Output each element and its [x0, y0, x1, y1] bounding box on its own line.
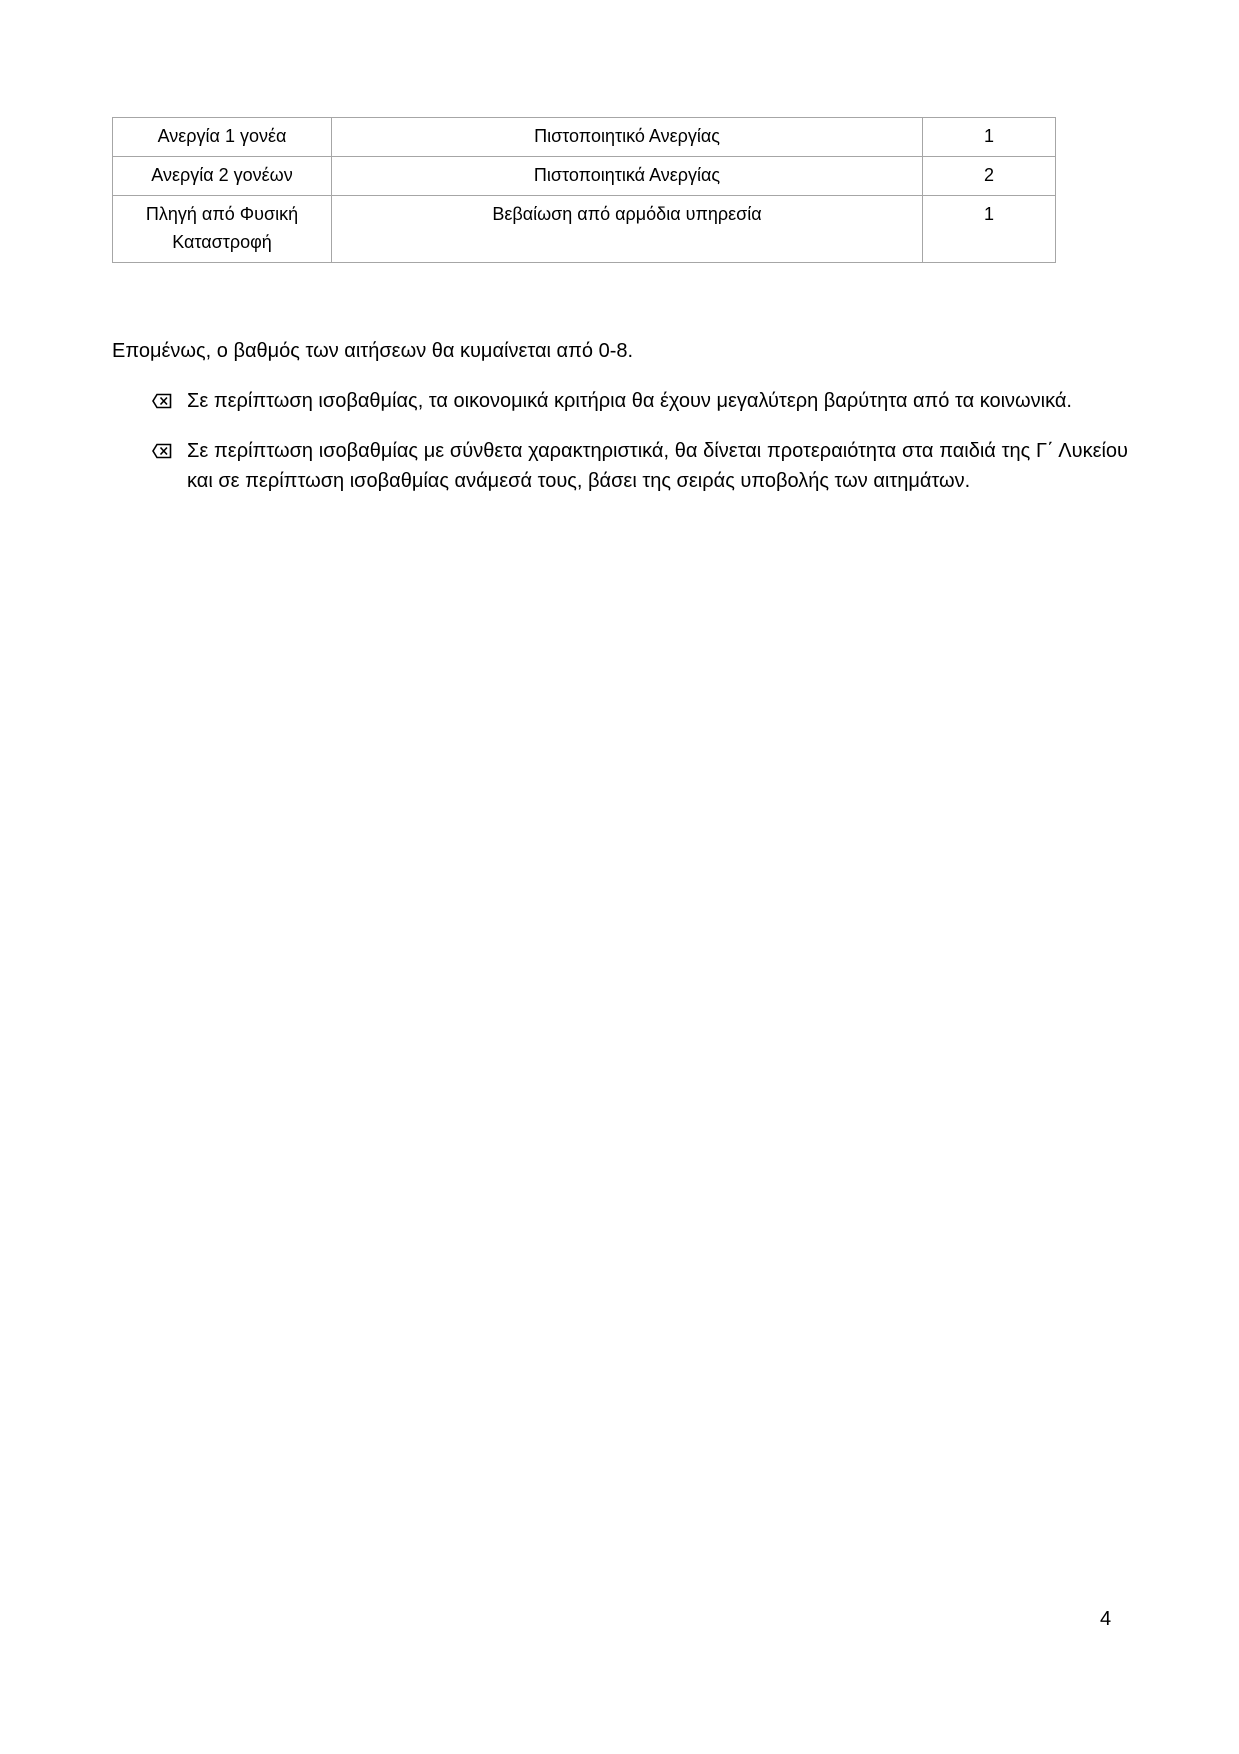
points-cell: 2 [923, 157, 1056, 196]
document-cell: Πιστοποιητικά Ανεργίας [332, 157, 923, 196]
table-row [113, 118, 1056, 157]
points-cell: 1 [923, 196, 1056, 263]
criteria-table [112, 117, 1056, 263]
criterion-cell: Πληγή από Φυσική Καταστροφή [113, 196, 332, 263]
box-x-bullet-icon [152, 443, 172, 459]
page-number: 4 [1100, 1608, 1112, 1630]
bullet-text: Σε περίπτωση ισοβαθμίας, τα οικονομικά κριτήρια θα έχουν μεγαλύτερη βαρύτητα από τα κοινωνικά. [187, 390, 1072, 412]
document-cell: Βεβαίωση από αρμόδια υπηρεσία [332, 196, 923, 263]
score-range-paragraph: Επομένως, ο βαθμός των αιτήσεων θα κυμαίνεται από 0-8. [112, 340, 634, 362]
table-row [113, 157, 1056, 196]
bullet-text: Σε περίπτωση ισοβαθμίας με σύνθετα χαρακτηριστικά, θα δίνεται προτεραιότητα στα παιδιά της Γ΄ Λυκείου και σε περίπτωση ισοβαθμίας ανάμεσά τους, βάσει της σειράς υποβολής των αιτημάτων. [187, 440, 1128, 492]
list-item [112, 386, 1128, 416]
document-cell: Πιστοποιητικό Ανεργίας [332, 118, 923, 157]
box-x-bullet-icon [152, 393, 172, 409]
points-cell: 1 [923, 118, 1056, 157]
list-item [112, 436, 1128, 496]
tiebreak-rules-list [112, 386, 1128, 516]
criterion-cell: Ανεργία 1 γονέα [113, 118, 332, 157]
table-row [113, 196, 1056, 263]
criterion-cell: Ανεργία 2 γονέων [113, 157, 332, 196]
